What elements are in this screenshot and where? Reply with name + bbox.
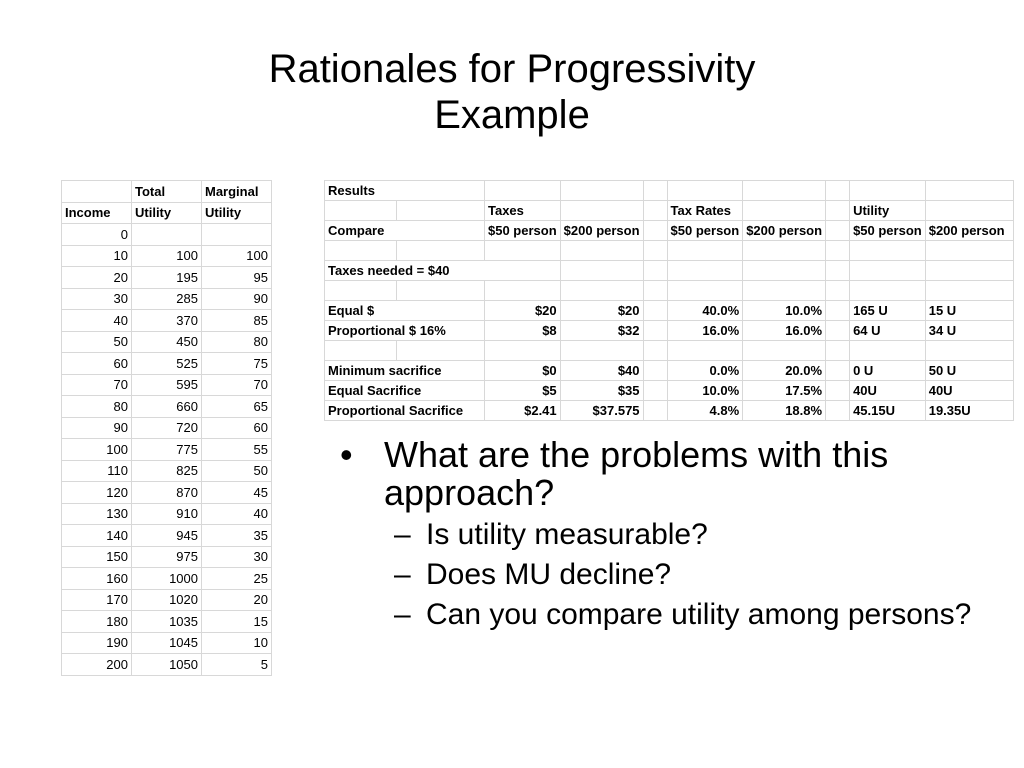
compare-label: Compare (325, 221, 485, 241)
results-table (324, 180, 1014, 421)
total-utility-cell: 1020 (132, 589, 202, 611)
utility-row (62, 245, 272, 267)
total-utility-cell: 595 (132, 374, 202, 396)
total-utility-cell: 825 (132, 460, 202, 482)
tax-50: $2.41 (485, 401, 561, 421)
income-cell: 160 (62, 568, 132, 590)
result-row (325, 381, 1014, 401)
tax-50: $5 (485, 381, 561, 401)
tax-50: $0 (485, 361, 561, 381)
income-cell: 80 (62, 396, 132, 418)
sub-bullet-item (340, 518, 980, 552)
total-utility-cell: 450 (132, 331, 202, 353)
utility-row (62, 568, 272, 590)
dash-icon: – (394, 598, 411, 631)
marginal-utility-cell: 20 (202, 589, 272, 611)
title-line-2: Example (434, 93, 590, 137)
utility-header-row-1 (62, 181, 272, 203)
income-cell: 180 (62, 611, 132, 633)
marginal-utility-cell: 40 (202, 503, 272, 525)
header-cell: Total (132, 181, 202, 203)
utility-row (62, 396, 272, 418)
total-utility-cell: 1035 (132, 611, 202, 633)
spacer-row (325, 341, 1014, 361)
utility-row (62, 632, 272, 654)
total-utility-cell: 525 (132, 353, 202, 375)
utility-header: Utility (850, 201, 926, 221)
marginal-utility-cell: 60 (202, 417, 272, 439)
total-utility-cell: 945 (132, 525, 202, 547)
tax-200: $20 (560, 301, 643, 321)
header-cell: Income (62, 202, 132, 224)
marginal-utility-cell: 10 (202, 632, 272, 654)
total-utility-cell: 1000 (132, 568, 202, 590)
rate-200: 10.0% (743, 301, 826, 321)
header-cell (62, 181, 132, 203)
utility-200: 40U (925, 381, 1013, 401)
utility-200: 34 U (925, 321, 1013, 341)
rate-50: 16.0% (667, 321, 743, 341)
rate-50: 0.0% (667, 361, 743, 381)
results-label: Results (325, 181, 485, 201)
rate-200: 20.0% (743, 361, 826, 381)
utility-50: 45.15U (850, 401, 926, 421)
total-utility-cell: 910 (132, 503, 202, 525)
row-label: Minimum sacrifice (325, 361, 485, 381)
income-cell: 10 (62, 245, 132, 267)
slide-title (0, 46, 1024, 138)
income-cell: 150 (62, 546, 132, 568)
row-label: Equal Sacrifice (325, 381, 485, 401)
utility-row (62, 331, 272, 353)
utility-table (61, 180, 272, 676)
marginal-utility-cell: 80 (202, 331, 272, 353)
row-label: Proportional Sacrifice (325, 401, 485, 421)
utility-200: 50 U (925, 361, 1013, 381)
utility-row (62, 482, 272, 504)
utility-row (62, 353, 272, 375)
income-cell: 90 (62, 417, 132, 439)
marginal-utility-cell: 30 (202, 546, 272, 568)
marginal-utility-cell: 25 (202, 568, 272, 590)
marginal-utility-cell: 70 (202, 374, 272, 396)
rate-200: 18.8% (743, 401, 826, 421)
utility-row (62, 267, 272, 289)
tax-200: $35 (560, 381, 643, 401)
tax-200: $40 (560, 361, 643, 381)
marginal-utility-cell (202, 224, 272, 246)
income-cell: 110 (62, 460, 132, 482)
sub-bullet-text: Can you compare utility among persons? (426, 598, 972, 631)
taxes-needed-row (325, 261, 1014, 281)
utility-200: 15 U (925, 301, 1013, 321)
result-row (325, 401, 1014, 421)
utility-50: 0 U (850, 361, 926, 381)
total-utility-cell (132, 224, 202, 246)
total-utility-cell: 1050 (132, 654, 202, 676)
rate-50: 4.8% (667, 401, 743, 421)
rate-200: 16.0% (743, 321, 826, 341)
taxes-needed-label: Taxes needed = $40 (325, 261, 561, 281)
utility-row (62, 374, 272, 396)
compare-row (325, 221, 1014, 241)
sub-bullet-item (340, 598, 980, 632)
marginal-utility-cell: 85 (202, 310, 272, 332)
person-label: $50 person (485, 221, 561, 241)
utility-row (62, 546, 272, 568)
bullet-dot-icon: • (340, 434, 353, 475)
dash-icon: – (394, 518, 411, 551)
income-cell: 20 (62, 267, 132, 289)
utility-50: 64 U (850, 321, 926, 341)
total-utility-cell: 975 (132, 546, 202, 568)
person-label: $200 person (560, 221, 643, 241)
utility-header-row-2 (62, 202, 272, 224)
utility-row (62, 460, 272, 482)
income-cell: 200 (62, 654, 132, 676)
total-utility-cell: 1045 (132, 632, 202, 654)
income-cell: 140 (62, 525, 132, 547)
person-label: $50 person (667, 221, 743, 241)
income-cell: 50 (62, 331, 132, 353)
marginal-utility-cell: 45 (202, 482, 272, 504)
result-row (325, 301, 1014, 321)
utility-row (62, 288, 272, 310)
income-cell: 130 (62, 503, 132, 525)
tax-50: $8 (485, 321, 561, 341)
results-label-row (325, 181, 1014, 201)
tax-50: $20 (485, 301, 561, 321)
row-label: Equal $ (325, 301, 485, 321)
marginal-utility-cell: 90 (202, 288, 272, 310)
income-cell: 70 (62, 374, 132, 396)
rate-200: 17.5% (743, 381, 826, 401)
income-cell: 0 (62, 224, 132, 246)
total-utility-cell: 370 (132, 310, 202, 332)
bullet-list (340, 436, 980, 632)
spacer-row (325, 281, 1014, 301)
income-cell: 40 (62, 310, 132, 332)
rate-50: 10.0% (667, 381, 743, 401)
income-cell: 120 (62, 482, 132, 504)
marginal-utility-cell: 65 (202, 396, 272, 418)
person-label: $200 person (925, 221, 1013, 241)
person-label: $50 person (850, 221, 926, 241)
income-cell: 170 (62, 589, 132, 611)
bullet-item (340, 436, 980, 512)
total-utility-cell: 285 (132, 288, 202, 310)
tax-rates-header: Tax Rates (667, 201, 743, 221)
utility-50: 40U (850, 381, 926, 401)
header-cell: Utility (202, 202, 272, 224)
total-utility-cell: 775 (132, 439, 202, 461)
title-line-1: Rationales for Progressivity (268, 47, 756, 91)
rate-50: 40.0% (667, 301, 743, 321)
header-cell: Utility (132, 202, 202, 224)
spacer-row (325, 241, 1014, 261)
utility-row (62, 503, 272, 525)
utility-50: 165 U (850, 301, 926, 321)
income-cell: 100 (62, 439, 132, 461)
utility-200: 19.35U (925, 401, 1013, 421)
utility-row (62, 310, 272, 332)
marginal-utility-cell: 100 (202, 245, 272, 267)
result-row (325, 321, 1014, 341)
utility-row (62, 224, 272, 246)
marginal-utility-cell: 55 (202, 439, 272, 461)
income-cell: 30 (62, 288, 132, 310)
bullet-text: What are the problems with this approach? (384, 434, 889, 513)
result-row (325, 361, 1014, 381)
sub-bullet-text: Is utility measurable? (426, 518, 708, 551)
header-cell: Marginal (202, 181, 272, 203)
dash-icon: – (394, 558, 411, 591)
utility-row (62, 417, 272, 439)
group-header-row (325, 201, 1014, 221)
taxes-header: Taxes (485, 201, 561, 221)
utility-row (62, 611, 272, 633)
sub-bullet-item (340, 558, 980, 592)
marginal-utility-cell: 15 (202, 611, 272, 633)
utility-row (62, 654, 272, 676)
income-cell: 190 (62, 632, 132, 654)
marginal-utility-cell: 50 (202, 460, 272, 482)
person-label: $200 person (743, 221, 826, 241)
marginal-utility-cell: 35 (202, 525, 272, 547)
marginal-utility-cell: 95 (202, 267, 272, 289)
total-utility-cell: 100 (132, 245, 202, 267)
utility-row (62, 525, 272, 547)
income-cell: 60 (62, 353, 132, 375)
row-label: Proportional $ 16% (325, 321, 485, 341)
marginal-utility-cell: 5 (202, 654, 272, 676)
sub-bullet-text: Does MU decline? (426, 558, 672, 591)
tax-200: $37.575 (560, 401, 643, 421)
total-utility-cell: 195 (132, 267, 202, 289)
tax-200: $32 (560, 321, 643, 341)
total-utility-cell: 720 (132, 417, 202, 439)
utility-row (62, 439, 272, 461)
total-utility-cell: 870 (132, 482, 202, 504)
utility-row (62, 589, 272, 611)
marginal-utility-cell: 75 (202, 353, 272, 375)
total-utility-cell: 660 (132, 396, 202, 418)
